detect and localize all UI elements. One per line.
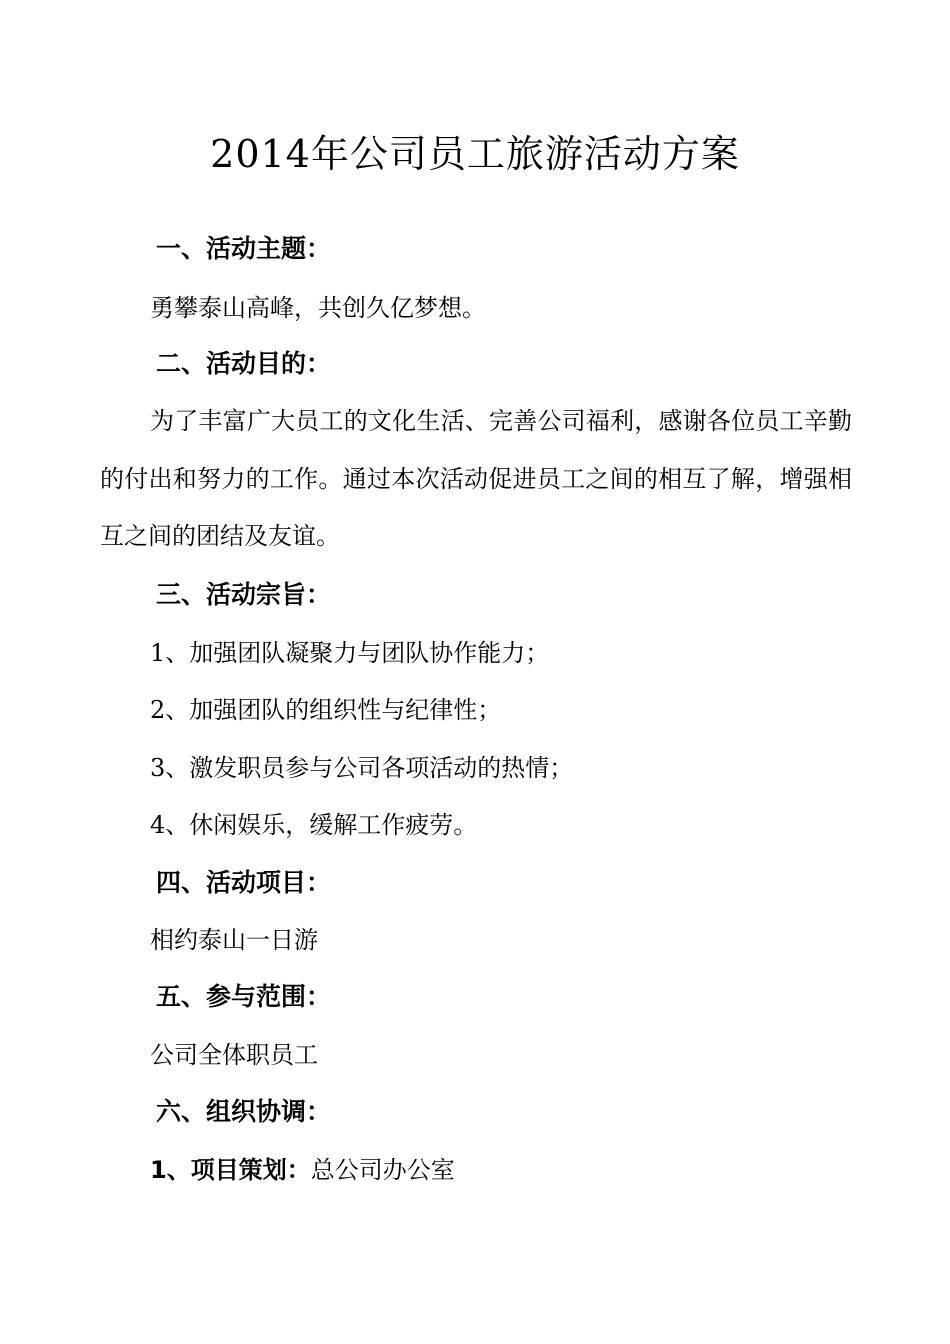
section-heading-purpose: 二、活动目的： [156,349,332,378]
project-text: 相约泰山一日游 [150,926,318,954]
aim-item-4: 4、休闲娱乐，缓解工作疲劳。 [150,811,478,839]
section-heading-theme: 一、活动主题： [156,234,332,263]
aim-item-1: 1、加强团队凝聚力与团队协作能力； [150,639,550,667]
organization-item-1-label: 1、项目策划： [150,1156,311,1184]
organization-item-1 [150,1153,455,1187]
section-heading-organization: 六、组织协调： [156,1097,332,1126]
aim-item-2: 2、加强团队的组织性与纪律性； [150,696,502,724]
section-heading-scope: 五、参与范围： [156,982,332,1011]
section-heading-aim: 三、活动宗旨： [156,580,332,609]
scope-text: 公司全体职员工 [150,1041,318,1069]
organization-item-1-value: 总公司办公室 [310,1156,455,1184]
document-title: 2014年公司员工旅游活动方案 [210,132,740,176]
purpose-paragraph: 为了丰富广大员工的文化生活、完善公司福利，感谢各位员工辛勤的付出和努力的工作。通过本次活动促进员工之间的相互了解，增强相互之间的团结及友谊。 [100,407,852,550]
theme-text: 勇攀泰山高峰，共创久亿梦想。 [150,294,486,322]
section-heading-project: 四、活动项目： [156,868,332,897]
aim-item-3: 3、激发职员参与公司各项活动的热情； [150,754,574,782]
